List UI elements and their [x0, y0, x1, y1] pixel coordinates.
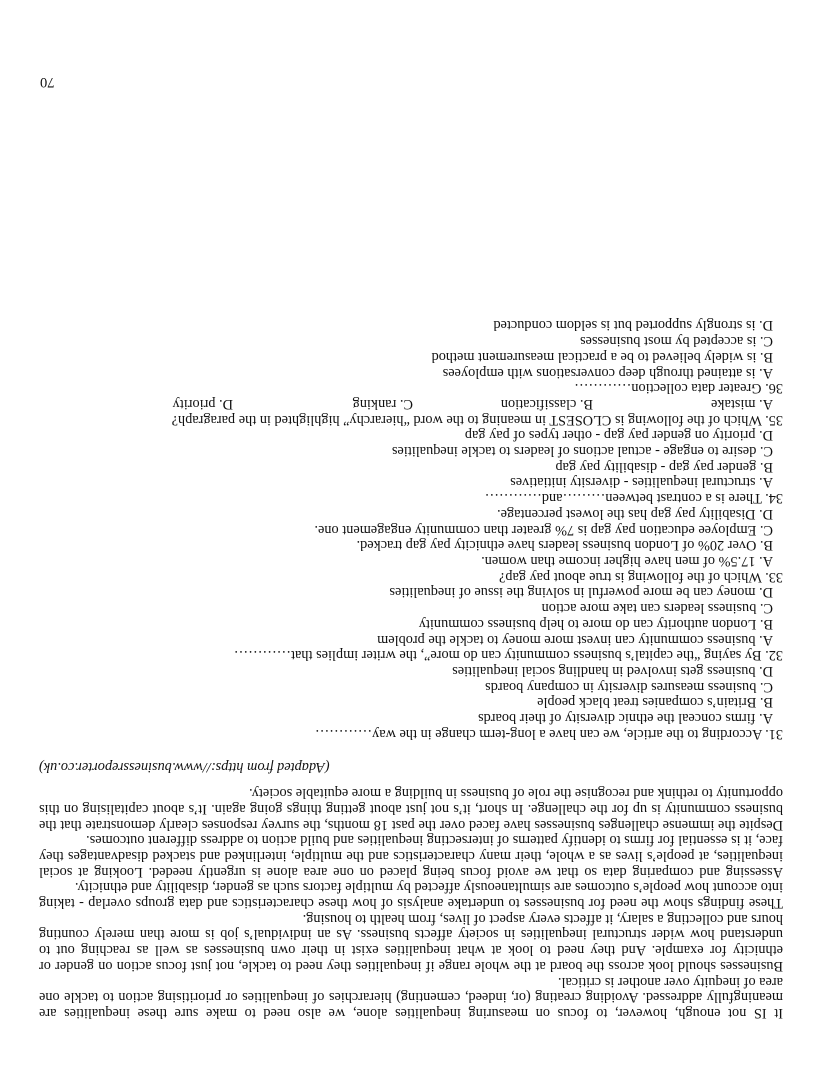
answer-option: D. business gets involved in handling social inequalities	[452, 662, 773, 679]
answer-option: C. is accepted by most businesses	[580, 333, 773, 350]
answer-option: B. Britain’s companies treat black people	[537, 694, 773, 711]
answer-option: D. priority on gender pay gap - other types of pay gap	[464, 427, 773, 444]
question-31	[39, 662, 783, 741]
question-stem: 32. By saying “the capital’s business community can do more”, the writer implies that…………	[233, 647, 783, 664]
question-36	[39, 317, 783, 396]
answer-option: C. business leaders can take more action	[541, 600, 773, 617]
answer-option: D. priority	[172, 395, 233, 412]
answer-option: D. Disability pay gap has the lowest percentage.	[497, 505, 773, 522]
page-number: 70	[40, 74, 55, 90]
inline-options-row	[39, 395, 773, 411]
answer-option: B. is widely believed to be a practical measurement method	[431, 348, 773, 365]
answer-option: C. desire to engage - actual actions of leaders to tackle inequalities	[391, 443, 773, 460]
answer-option: C. Employee education pay gap is 7% greater than community engagement one.	[314, 521, 773, 538]
question-stem: 36. Greater data collection…………	[574, 380, 783, 397]
answer-option: A. is attained through deep conversations with employees	[442, 364, 773, 381]
question-35	[39, 395, 783, 426]
question-32	[39, 584, 783, 663]
question-stem: 33. Which of the following is true about pay gap?	[498, 568, 783, 585]
passage-paragraph: It IS not enough, however, to focus on measuring inequalities alone, we also need to make sure these inequalities are meaningfully addressed. Avoiding creating (or, indeed, cementing) hierarchies of inequalities or prioritising action to tackle one area of inequity over another is critical.	[39, 973, 783, 1021]
passage-paragraph: Despite the immense challenges businesses have faced over the past 18 months, the survey responses clearly demonstrate that the business community is up for the challenge. In short, it’s not just about getting things going again. It’s about capitalising on this opportunity to rethink and recognise the role of business in building a more equitable society.	[39, 785, 783, 833]
answer-option: B. Over 20% of London business leaders have ethnicity pay gap tracked.	[356, 537, 773, 554]
answer-option: D. money can be more powerful in solving the issue of inequalities	[389, 584, 773, 601]
question-stem: 35. Which of the following is CLOSEST in meaning to the word “hierarchy” highlighted in the paragraph?	[171, 411, 783, 428]
answer-option: A. 17.5% of men have higher income than women.	[481, 553, 773, 570]
answer-option: A. business community can invest more money to tackle the problem	[377, 631, 773, 648]
answer-option: A. structural inequalities - diversity initiatives	[510, 474, 773, 491]
answer-option: B. London authority can do more to help business community	[418, 615, 773, 632]
answer-option: A. mistake	[711, 395, 773, 412]
answer-option: A. firms conceal the ethnic diversity of their boards	[478, 710, 773, 727]
answer-option: D. is strongly supported but is seldom conducted	[493, 317, 773, 334]
passage-paragraph: Businesses should look across the board at the whole range if inequalities they need to tackle, not just focus action on gender or ethnicity for example. And they need to look at what inequalities exist in their own businesses as well as reaching out to understand how wider structural inequalities in society affects business. As an individual’s job is more than merely counting hours and collecting a salary, it affects every aspect of lives, from health to housing.	[39, 910, 783, 974]
source-citation: (Adapted from https://www.businessreporter.co.uk)	[39, 759, 330, 776]
question-34	[39, 427, 783, 506]
answer-option: C. ranking	[352, 395, 413, 412]
answer-option: B. gender pay gap - disability pay gap	[555, 458, 773, 475]
page-content	[39, 317, 783, 1020]
question-stem: 34. There is a contrast between………and…………	[484, 490, 783, 507]
question-stem: 31. According to the article, we can have a long-term change in the way…………	[314, 725, 783, 742]
passage-paragraph: These findings show the need for businesses to undertake analysis of how these characteristics and data groups overlap - taking into account how people’s outcomes are simultaneously affected by multiple factors such as gender, disability and ethnicity.	[39, 879, 783, 912]
answer-option: B. classification	[500, 395, 593, 412]
answer-option: C. business measures diversity in company boards	[485, 678, 773, 695]
question-33	[39, 505, 783, 584]
passage-paragraph: Assessing and comparing data so that we avoid focus being placed on one area alone is urgently needed. Looking at social inequalities, at people’s lives as a whole, their many characteristics and the multiple, interlinked and stacked disadvantages they face, it is essential for firms to identify patterns of intersecting inequalities and build action to address different outcomes.	[39, 832, 783, 880]
